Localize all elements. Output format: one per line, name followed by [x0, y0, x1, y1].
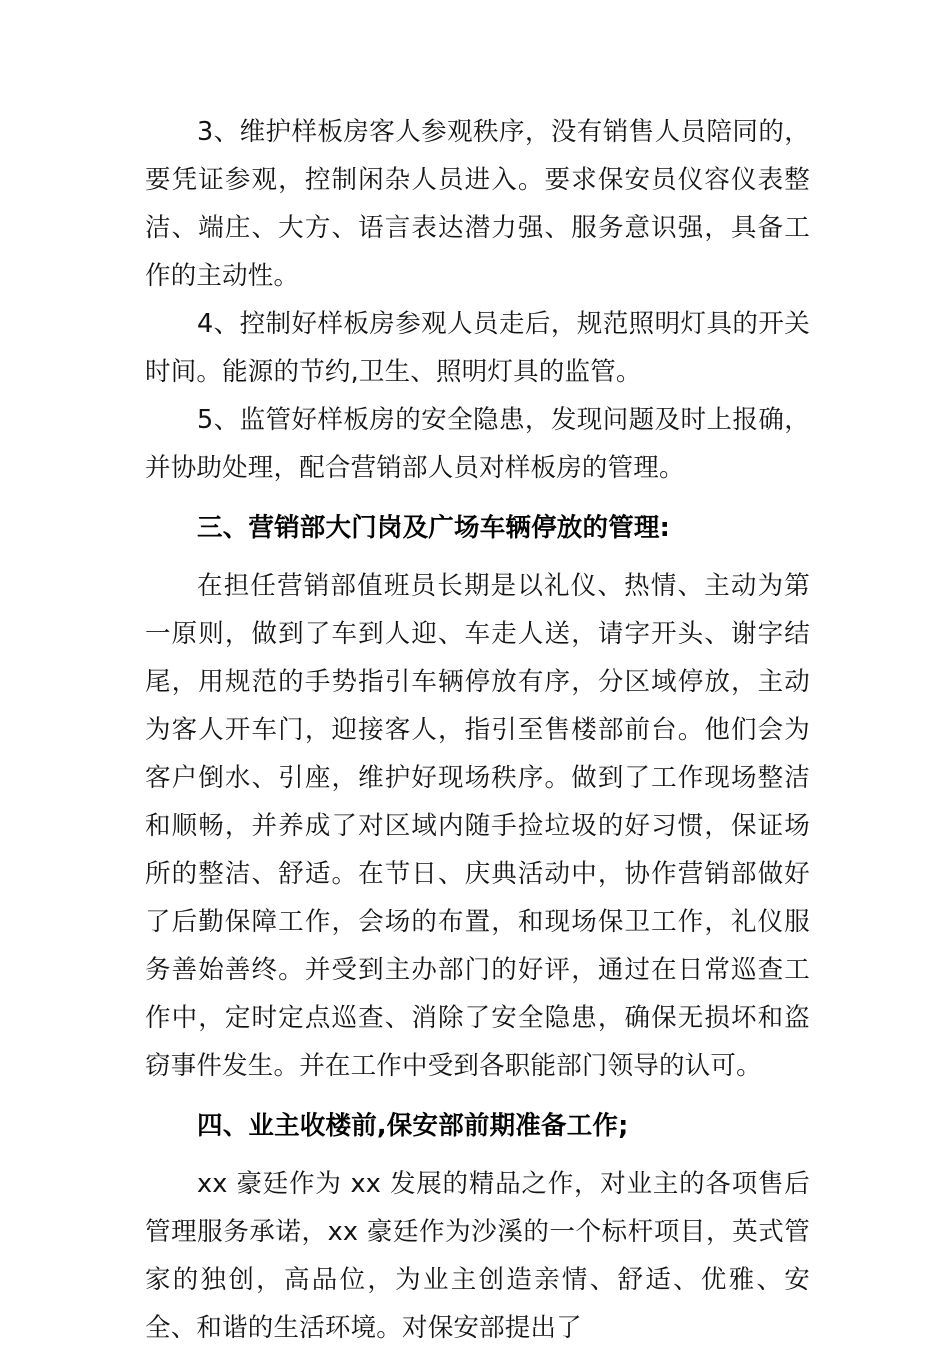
paragraph-section-four-body: xx 豪廷作为 xx 发展的精品之作，对业主的各项售后管理服务承诺，xx 豪廷作为沙溪的一个标杆项目，英式管家的独创，高品位，为业主创造亲情、舒适、优雅、安全、和谐的生活环境。对保安部提出了: [145, 1169, 810, 1343]
paragraph-item-4: 4、控制好样板房参观人员走后，规范照明灯具的开关时间。能源的节约,卫生、照明灯具的监管。: [145, 309, 810, 387]
page-text-column: [145, 108, 810, 1352]
paragraph-section-three-body: 在担任营销部值班员长期是以礼仪、热情、主动为第一原则，做到了车到人迎、车走人送，请字开头、谢字结尾，用规范的手势指引车辆停放有序，分区域停放，主动为客人开车门，迎接客人，指引至售楼部前台。他们会为客户倒水、引座，维护好现场秩序。做到了工作现场整洁和顺畅，并养成了对区域内随手捡垃圾的好习惯，保证场所的整洁、舒适。在节日、庆典活动中，协作营销部做好了后勤保障工作，会场的布置，和现场保卫工作，礼仪服务善始善终。并受到主办部门的好评，通过在日常巡查工作中，定时定点巡查、消除了安全隐患，确保无损坏和盗窃事件发生。并在工作中受到各职能部门领导的认可。: [145, 571, 810, 1081]
paragraph-item-5: 5、监管好样板房的安全隐患，发现问题及时上报确，并协助处理，配合营销部人员对样板房的管理。: [145, 405, 810, 483]
section-heading-four: 四、业主收楼前,保安部前期准备工作;: [197, 1111, 629, 1141]
paragraph-item-3: 3、维护样板房客人参观秩序，没有销售人员陪同的，要凭证参观，控制闲杂人员进入。要求保安员仪容仪表整洁、端庄、大方、语言表达潜力强、服务意识强，具备工作的主动性。: [145, 117, 810, 291]
section-heading-three: 三、营销部大门岗及广场车辆停放的管理:: [197, 513, 670, 543]
